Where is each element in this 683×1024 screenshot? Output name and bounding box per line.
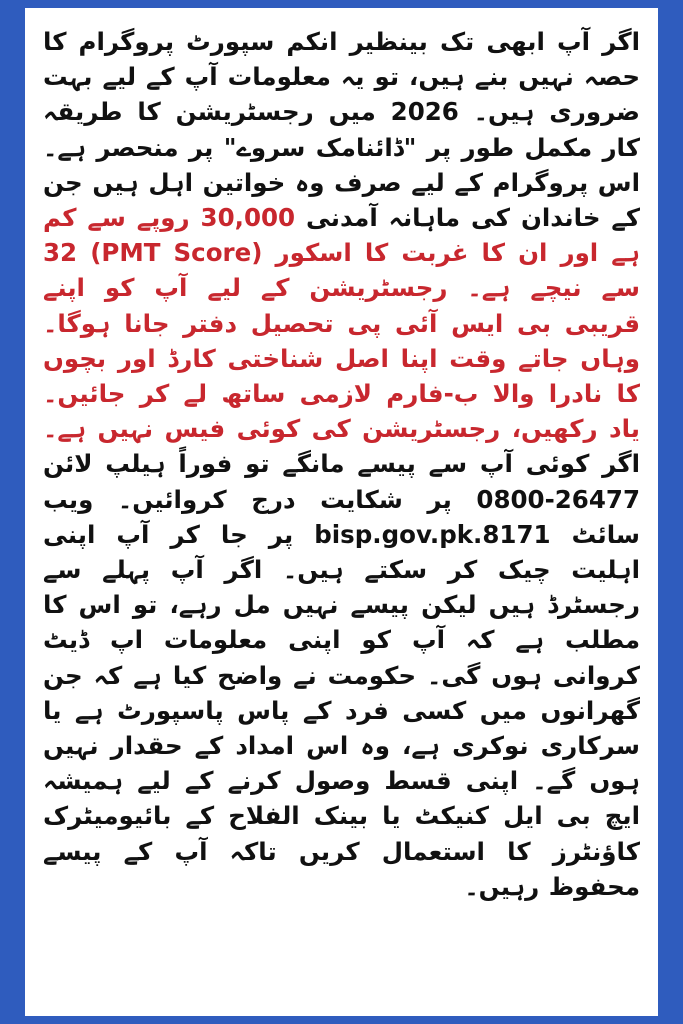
pmt-score-value: 32	[43, 238, 78, 268]
income-limit: 30,000	[200, 203, 296, 233]
registration-process-text: سے نیچے ہے۔ رجسٹریشن کے لیے آپ کو اپنے قریبی بی ایس آئی پی تحصیل دفتر جانا ہوگا۔ وہاں جاتے وقت اپنا اصل شناختی کارڈ اور بچوں کا نادرا والا ب-فارم لازمی ساتھ لے کر جائیں۔ یاد رکھیں، رجسٹریشن کی کوئی فیس نہیں ہے۔	[43, 273, 640, 444]
closing-text: پر جا کر آپ اپنی اہلیت چیک کر سکتے ہیں۔ اگر آپ پہلے سے رجسٹرڈ ہیں لیکن پیسے نہیں مل رہے، تو اس کا مطلب ہے کہ آپ کو اپنی معلومات اپ ڈیٹ کروانی ہوں گی۔ حکومت نے واضح کیا ہے کہ جن گھرانوں میں کسی فرد کے پاس پاسپورٹ ہے یا سرکاری نوکری ہے، وہ اس امداد کے حقدار نہیں ہوں گے۔ اپنی قسط وصول کرنے کے لیے ہمیشہ ایچ بی ایل کنیکٹ یا بینک الفلاح کے بائیومیٹرک کاؤنٹرز کا استعمال کریں تاکہ آپ کے پیسے محفوظ رہیں۔	[43, 519, 640, 901]
article-body	[43, 24, 640, 904]
income-text: روپے سے کم ہے اور ان کا غربت کا اسکور	[43, 203, 641, 268]
pmt-score-label: (PMT Score)	[90, 238, 263, 268]
registration-method-text: میں رجسٹریشن کا طریقہ کار مکمل طور پر "ڈائنامک سروے" پر منحصر ہے۔ اس پروگرام کے لیے صرف وہ خواتین اہل ہیں جن کے خاندان کی ماہانہ آمدنی	[43, 97, 640, 233]
intro-text: اگر آپ ابھی تک بینظیر انکم سپورٹ پروگرام کا حصہ نہیں بنے ہیں، تو یہ معلومات آپ کے لیے بہت ضروری ہیں۔	[43, 27, 640, 127]
helpline-intro-text: اگر کوئی آپ سے پیسے مانگے تو فوراً ہیلپ لائن	[43, 449, 640, 479]
article-card	[25, 8, 658, 1016]
highlighted-eligibility	[43, 203, 640, 443]
year-number: 2026	[390, 97, 459, 127]
helpline-number: 0800-26477	[476, 484, 640, 514]
website-address: bisp.gov.pk.8171	[314, 519, 551, 549]
website-intro-text: پر شکایت درج کروائیں۔ ویب سائٹ	[43, 484, 640, 549]
